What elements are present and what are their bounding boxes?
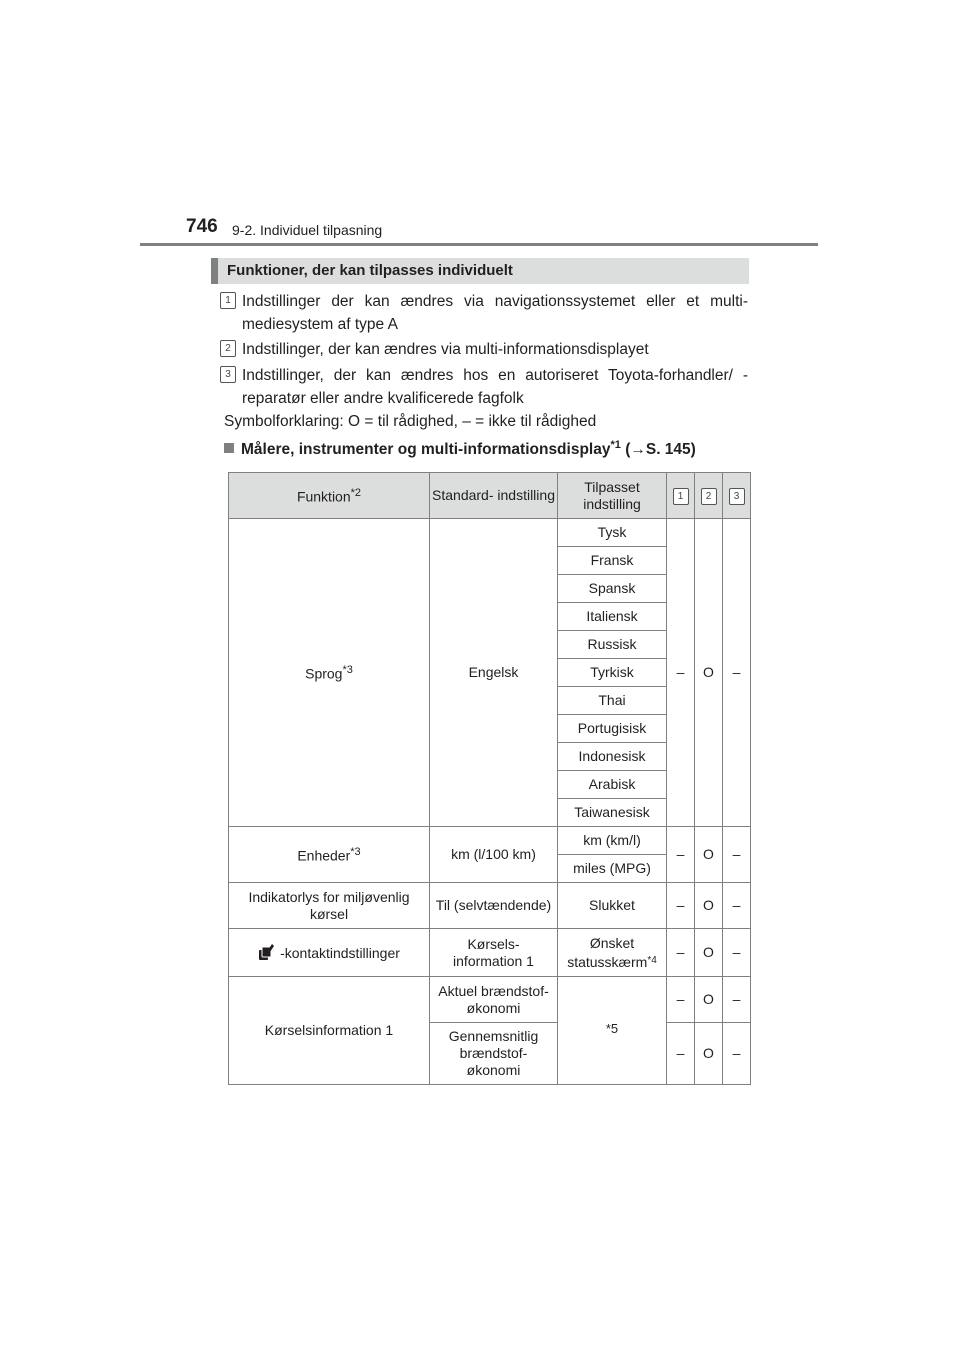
switch-function-label: -kontaktindstillinger: [280, 945, 400, 961]
units-c2: O: [695, 827, 723, 883]
switch-c3: –: [723, 929, 751, 977]
section-banner: [211, 258, 749, 284]
drive-info-c2-2: O: [695, 1023, 723, 1085]
language-option: Indonesisk: [558, 743, 667, 771]
subheading-star: *1: [610, 439, 621, 451]
language-option: Italiensk: [558, 603, 667, 631]
header-rule: [140, 243, 818, 246]
switch-function: [229, 929, 430, 977]
bullet-square-icon: [224, 443, 234, 453]
item-number-2: 2: [220, 340, 236, 357]
units-option: km (km/l): [558, 827, 667, 855]
language-default: Engelsk: [430, 519, 558, 827]
units-default: km (l/100 km): [430, 827, 558, 883]
switch-c1: –: [667, 929, 695, 977]
language-option: Spansk: [558, 575, 667, 603]
eco-c2: O: [695, 883, 723, 929]
eco-custom: Slukket: [558, 883, 667, 929]
units-c1: –: [667, 827, 695, 883]
item-text-1: Indstillinger der kan ændres via navigationssystemet eller et multi-mediesystem af type A: [242, 293, 748, 333]
language-c2: O: [695, 519, 723, 827]
page-number: 746: [186, 216, 218, 237]
item-number-1: 1: [220, 292, 236, 309]
language-c1: –: [667, 519, 695, 827]
subheading-ref: (→S. 145): [620, 441, 696, 459]
table-row: [229, 827, 751, 855]
language-option: Arabisk: [558, 771, 667, 799]
language-option: Portugisisk: [558, 715, 667, 743]
language-option: Russisk: [558, 631, 667, 659]
settings-table: [228, 472, 751, 1085]
table-header-row: [229, 473, 751, 519]
drive-info-default-2: Gennemsnitlig brændstof- økonomi: [430, 1023, 558, 1085]
switch-custom: Ønsket statusskærm$^{*4}$: [558, 929, 667, 977]
eco-c1: –: [667, 883, 695, 929]
header-col-2: 2: [695, 473, 723, 519]
table-row: [229, 977, 751, 1023]
language-option: Taiwanesisk: [558, 799, 667, 827]
symbol-legend: Symbolforklaring: O = til rådighed, – = ikke til rådighed: [224, 413, 597, 430]
units-c3: –: [723, 827, 751, 883]
drive-info-c3-2: –: [723, 1023, 751, 1085]
units-function: Enheder$^{*3}$: [229, 827, 430, 883]
display-switch-icon: [258, 943, 276, 961]
drive-info-function: Kørselsinformation 1: [229, 977, 430, 1085]
switch-c2: O: [695, 929, 723, 977]
drive-info-custom: *5: [558, 977, 667, 1085]
drive-info-c2-1: O: [695, 977, 723, 1023]
language-option: Fransk: [558, 547, 667, 575]
subheading-text: Målere, instrumenter og multi-informationsdisplay: [241, 441, 611, 459]
header-col-1: 1: [667, 473, 695, 519]
language-function: Sprog$^{*3}$: [229, 519, 430, 827]
language-option: Thai: [558, 687, 667, 715]
header-function: Funktion$^{*2}$: [229, 473, 430, 519]
units-option: miles (MPG): [558, 855, 667, 883]
eco-function: Indikatorlys for miljøvenlig kørsel: [229, 883, 430, 929]
header-col-3: 3: [723, 473, 751, 519]
item-text-2: Indstillinger, der kan ændres via multi-informationsdisplayet: [242, 341, 649, 358]
section-title: 9-2. Individuel tilpasning: [232, 222, 383, 238]
table-row: [229, 883, 751, 929]
header-custom: Tilpasset indstilling: [558, 473, 667, 519]
item-text-3: Indstillinger, der kan ændres hos en autoriseret Toyota-forhandler/ -reparatør eller andre kvalificerede fagfolk: [242, 367, 748, 407]
eco-c3: –: [723, 883, 751, 929]
eco-default: Til (selvtændende): [430, 883, 558, 929]
language-c3: –: [723, 519, 751, 827]
table-row: [229, 519, 751, 547]
drive-info-c1-2: –: [667, 1023, 695, 1085]
language-option: Tysk: [558, 519, 667, 547]
drive-info-default-1: Aktuel brændstof- økonomi: [430, 977, 558, 1023]
drive-info-c3-1: –: [723, 977, 751, 1023]
banner-title: Funktioner, der kan tilpasses individuelt: [227, 262, 513, 279]
item-number-3: 3: [220, 366, 236, 383]
drive-info-c1-1: –: [667, 977, 695, 1023]
subheading: [224, 439, 696, 459]
header-default: Standard- indstilling: [430, 473, 558, 519]
switch-default: Kørsels- information 1: [430, 929, 558, 977]
table-row: [229, 929, 751, 977]
language-option: Tyrkisk: [558, 659, 667, 687]
